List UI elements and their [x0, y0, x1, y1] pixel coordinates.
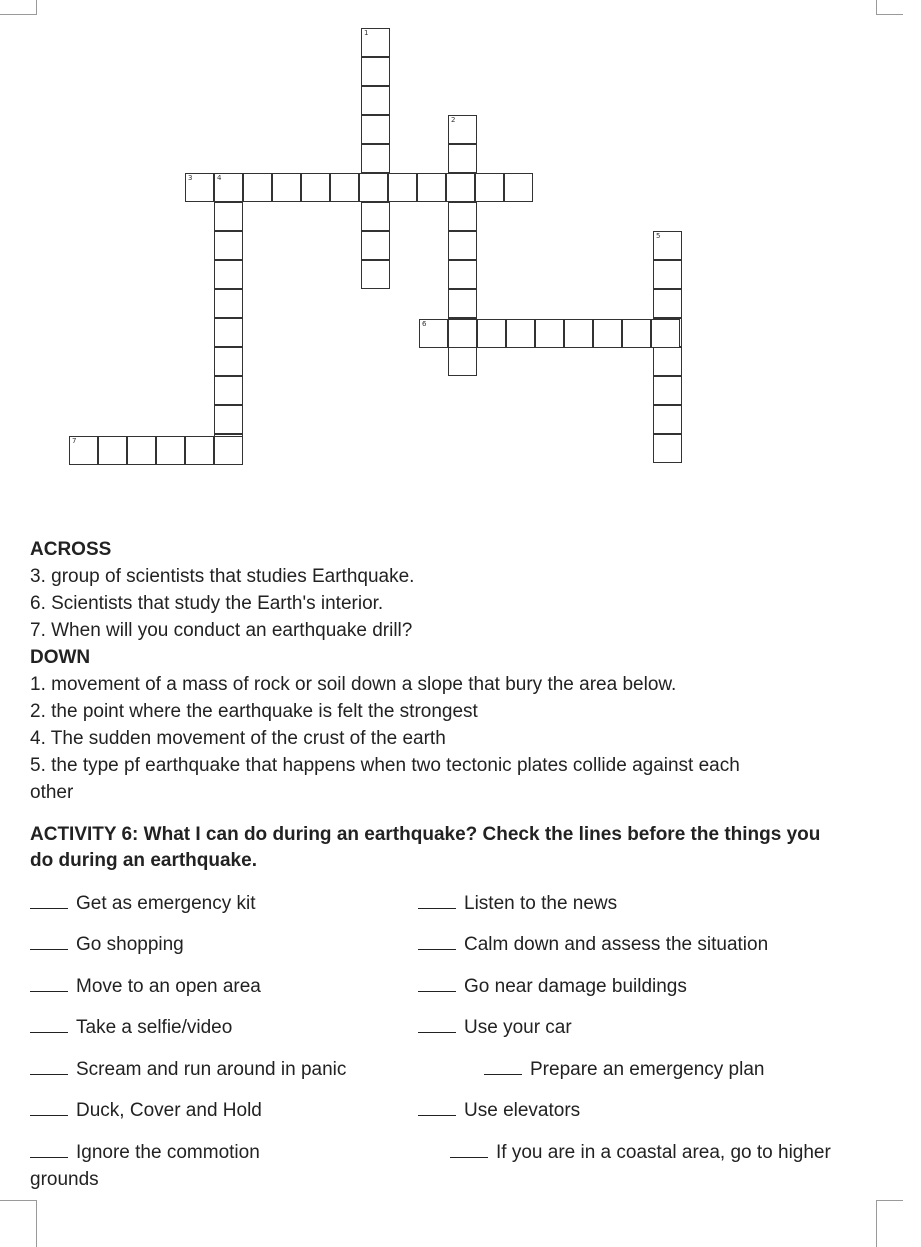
- crossword-cell[interactable]: [272, 173, 301, 202]
- clue-number: 1: [364, 29, 369, 37]
- crossword-cell[interactable]: [388, 173, 417, 202]
- crossword-cell[interactable]: [127, 436, 156, 465]
- crossword-cell[interactable]: [651, 319, 680, 348]
- corner-mark-bottom-left: [0, 1200, 37, 1247]
- crossword-cell[interactable]: [653, 260, 682, 289]
- check-line[interactable]: [418, 1101, 456, 1116]
- check-item: [418, 933, 768, 957]
- crossword-cell[interactable]: [98, 436, 127, 465]
- crossword-cell[interactable]: [214, 202, 243, 231]
- crossword-cell[interactable]: [506, 319, 535, 348]
- crossword-cell[interactable]: [653, 376, 682, 405]
- check-line[interactable]: [30, 935, 68, 950]
- activity-title-line-2: do during an earthquake.: [30, 850, 257, 871]
- crossword-cell[interactable]: [214, 260, 243, 289]
- check-line[interactable]: [30, 1143, 68, 1158]
- check-line[interactable]: [418, 894, 456, 909]
- crossword-cell[interactable]: [361, 86, 390, 115]
- down-clue-5: 5. the type pf earthquake that happens when two tectonic plates collide against each: [30, 755, 740, 776]
- clue-number: 4: [217, 174, 222, 182]
- check-item: [30, 1016, 232, 1040]
- clue-number: 7: [72, 437, 77, 445]
- crossword-cell[interactable]: [243, 173, 272, 202]
- clue-number: 5: [656, 232, 661, 240]
- check-line[interactable]: [30, 1101, 68, 1116]
- check-item-label: Duck, Cover and Hold: [76, 1100, 262, 1121]
- check-item: [450, 1141, 831, 1165]
- check-item-label: Ignore the commotion: [76, 1142, 260, 1163]
- activity-title-line-1: ACTIVITY 6: What I can do during an earthquake? Check the lines before the things you: [30, 824, 821, 845]
- crossword-cell[interactable]: [653, 231, 682, 260]
- crossword-cell[interactable]: [214, 347, 243, 376]
- crossword-cell[interactable]: [653, 434, 682, 463]
- across-clue-6: 6. Scientists that study the Earth's interior.: [30, 593, 384, 614]
- down-clue-5-continued: other: [30, 782, 74, 803]
- check-item: [30, 892, 256, 916]
- corner-mark-bottom-right: [876, 1200, 903, 1247]
- check-line[interactable]: [484, 1060, 522, 1075]
- check-item-label: Go near damage buildings: [464, 976, 687, 997]
- check-item: [418, 892, 617, 916]
- crossword-cell[interactable]: [477, 319, 506, 348]
- crossword-cell[interactable]: [214, 436, 243, 465]
- crossword-cell[interactable]: [448, 319, 477, 348]
- check-item-label: Take a selfie/video: [76, 1017, 233, 1038]
- check-line[interactable]: [450, 1143, 488, 1158]
- down-clue-4: 4. The sudden movement of the crust of the earth: [30, 728, 446, 749]
- check-line[interactable]: [30, 1018, 68, 1033]
- crossword-cell[interactable]: [475, 173, 504, 202]
- check-item: [30, 1099, 262, 1123]
- crossword-cell[interactable]: [448, 260, 477, 289]
- clue-number: 2: [451, 116, 456, 124]
- check-line[interactable]: [418, 977, 456, 992]
- crossword-cell[interactable]: [653, 289, 682, 318]
- crossword-cell[interactable]: [359, 173, 388, 202]
- check-item-label: Get as emergency kit: [76, 893, 256, 914]
- crossword-cell[interactable]: [653, 405, 682, 434]
- crossword-cell[interactable]: [535, 319, 564, 348]
- check-line[interactable]: [30, 894, 68, 909]
- crossword-cell[interactable]: [330, 173, 359, 202]
- check-item-label: Go shopping: [76, 934, 184, 955]
- check-line[interactable]: [418, 935, 456, 950]
- crossword-cell[interactable]: [214, 173, 243, 202]
- check-item-label: Scream and run around in panic: [76, 1059, 347, 1080]
- crossword-cell[interactable]: [185, 173, 214, 202]
- crossword-cell[interactable]: [361, 144, 390, 173]
- check-line[interactable]: [30, 1060, 68, 1075]
- crossword-cell[interactable]: [448, 347, 477, 376]
- crossword-cell[interactable]: [361, 260, 390, 289]
- crossword-cell[interactable]: [448, 289, 477, 318]
- crossword-cell[interactable]: [448, 231, 477, 260]
- check-item: [418, 1016, 572, 1040]
- crossword-cell[interactable]: [214, 318, 243, 347]
- crossword-cell[interactable]: [564, 319, 593, 348]
- crossword-cell[interactable]: [361, 28, 390, 57]
- crossword-cell[interactable]: [214, 231, 243, 260]
- check-item-label: Move to an open area: [76, 976, 261, 997]
- crossword-cell[interactable]: [69, 436, 98, 465]
- check-item: [418, 975, 687, 999]
- check-item-label: Listen to the news: [464, 893, 618, 914]
- check-item: [30, 1141, 260, 1165]
- across-heading: ACROSS: [30, 539, 112, 560]
- crossword-cell[interactable]: [361, 202, 390, 231]
- crossword-cell[interactable]: [214, 405, 243, 434]
- clue-number: 3: [188, 174, 193, 182]
- crossword-cell[interactable]: [214, 289, 243, 318]
- crossword-cell[interactable]: [448, 202, 477, 231]
- crossword-cell[interactable]: [214, 376, 243, 405]
- crossword-cell[interactable]: [185, 436, 214, 465]
- crossword-cell[interactable]: [361, 115, 390, 144]
- check-item: [30, 933, 184, 957]
- crossword-cell[interactable]: [504, 173, 533, 202]
- crossword-cell[interactable]: [593, 319, 622, 348]
- crossword-cell[interactable]: [622, 319, 651, 348]
- check-item-label: Prepare an emergency plan: [530, 1059, 765, 1080]
- check-item-continuation: grounds: [30, 1169, 99, 1190]
- down-heading: DOWN: [30, 647, 91, 668]
- clue-number: 6: [422, 320, 427, 328]
- check-line[interactable]: [30, 977, 68, 992]
- across-clue-7: 7. When will you conduct an earthquake drill?: [30, 620, 413, 641]
- check-item-label: Use your car: [464, 1017, 572, 1038]
- down-clue-1: 1. movement of a mass of rock or soil down a slope that bury the area below.: [30, 674, 677, 695]
- check-item: [484, 1058, 764, 1082]
- check-item-label: Use elevators: [464, 1100, 581, 1121]
- crossword-cell[interactable]: [446, 173, 475, 202]
- crossword-cell[interactable]: [361, 57, 390, 86]
- check-item: [30, 975, 261, 999]
- check-line[interactable]: [418, 1018, 456, 1033]
- crossword-cell[interactable]: [448, 115, 477, 144]
- crossword-grid: [0, 0, 921, 480]
- crossword-cell[interactable]: [448, 144, 477, 173]
- check-item: [418, 1099, 580, 1123]
- crossword-cell[interactable]: [156, 436, 185, 465]
- crossword-cell[interactable]: [301, 173, 330, 202]
- check-item: [30, 1058, 346, 1082]
- crossword-cell[interactable]: [419, 319, 448, 348]
- crossword-cell[interactable]: [653, 347, 682, 376]
- across-clue-3: 3. group of scientists that studies Earthquake.: [30, 566, 415, 587]
- check-item-label: If you are in a coastal area, go to higher: [496, 1142, 831, 1163]
- down-clue-2: 2. the point where the earthquake is felt the strongest: [30, 701, 478, 722]
- crossword-cell[interactable]: [417, 173, 446, 202]
- check-item-label: Calm down and assess the situation: [464, 934, 769, 955]
- crossword-cell[interactable]: [361, 231, 390, 260]
